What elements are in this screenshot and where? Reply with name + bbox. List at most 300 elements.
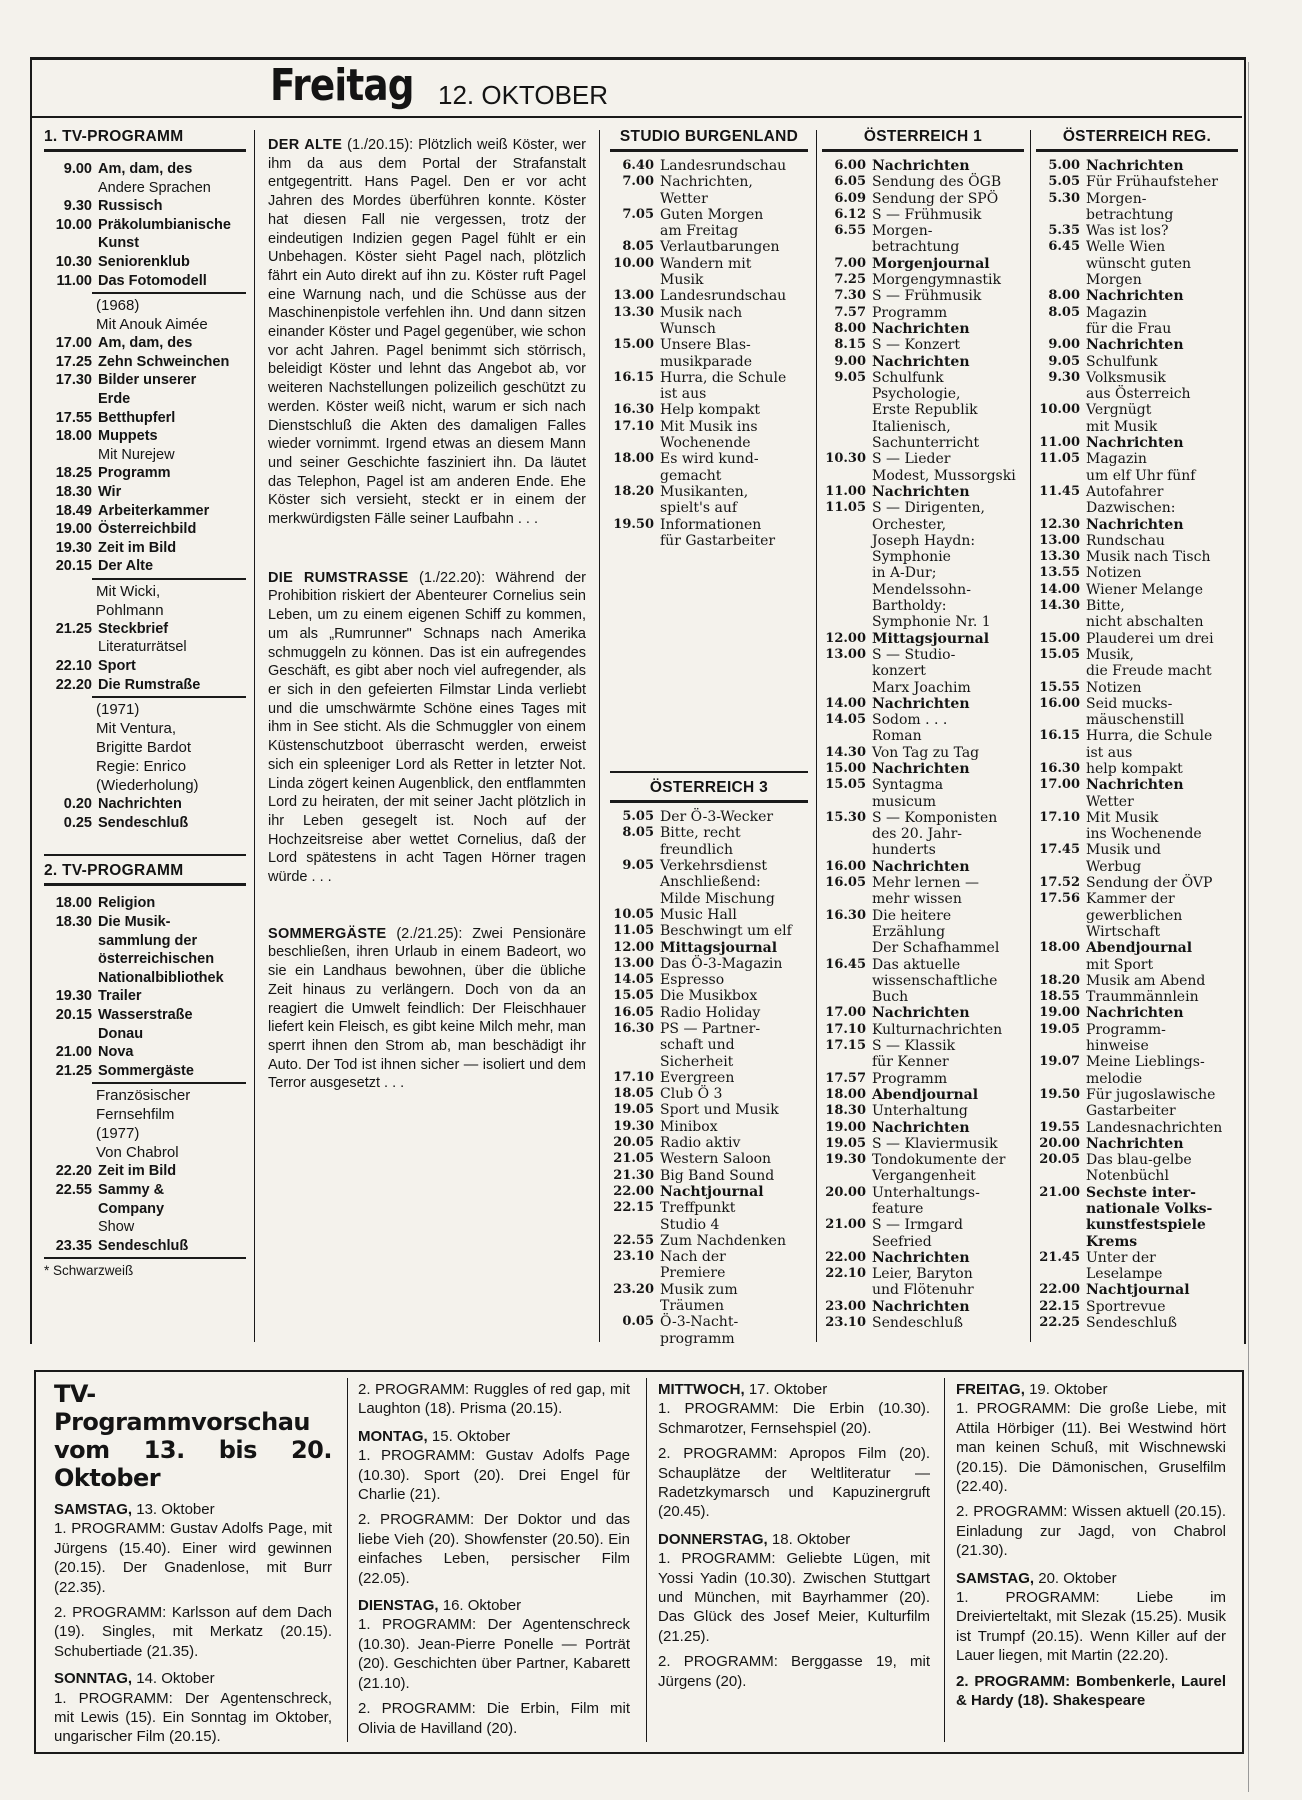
program-time: 14.00 xyxy=(825,695,866,711)
program-title: Wetter xyxy=(660,190,708,207)
program-time: 7.57 xyxy=(834,304,866,320)
program-title: Ö-3-Nacht- xyxy=(660,1314,739,1331)
program-entry xyxy=(822,321,1024,337)
program-title: Music Hall xyxy=(660,906,737,923)
program-title: Zehn Schweinchen xyxy=(98,353,230,370)
program-title: Wir xyxy=(98,483,122,500)
program-title: Morgenjournal xyxy=(872,255,990,272)
program-title: Musik nach Tisch xyxy=(1086,549,1211,566)
program-title: Musik zum xyxy=(660,1281,738,1298)
program-title: Nachrichten xyxy=(98,796,182,813)
program-title: help kompakt xyxy=(1086,760,1183,777)
program-entry xyxy=(822,158,1024,174)
program-time: 6.45 xyxy=(1048,239,1080,255)
program-entry xyxy=(1036,908,1238,924)
program-title: Musik nach xyxy=(660,304,743,321)
preview-day: SAMSTAG, xyxy=(54,1501,133,1518)
program-title: mit Musik xyxy=(1086,418,1158,435)
program-title: mit Sport xyxy=(1086,956,1154,973)
program-entry xyxy=(822,826,1024,842)
program-title: Anschließend: xyxy=(660,874,761,891)
program-note: (Wiederholung) xyxy=(96,777,199,795)
program-time: 7.30 xyxy=(834,288,866,304)
program-title: Syntagma xyxy=(872,777,944,794)
program-title: Russisch xyxy=(98,198,163,215)
program-entry xyxy=(1036,305,1238,321)
program-title: Das Fotomodell xyxy=(98,272,207,289)
column-rule xyxy=(347,1378,348,1742)
program-entry xyxy=(44,371,246,390)
program-time: 17.52 xyxy=(1039,875,1080,891)
program-time: 22.20 xyxy=(55,676,92,693)
program-entry xyxy=(1036,647,1238,663)
program-time: 7.00 xyxy=(834,255,866,271)
program-time: 18.30 xyxy=(825,1103,866,1119)
program-time: 21.25 xyxy=(55,1062,92,1079)
program-time: 10.00 xyxy=(1039,402,1080,418)
program-title: Orchester, xyxy=(872,516,947,533)
program-entry xyxy=(44,1025,246,1044)
program-entry xyxy=(822,1103,1024,1119)
program-entry xyxy=(1036,451,1238,467)
program-time: 17.56 xyxy=(1039,891,1080,907)
program-title: Arbeiterkammer xyxy=(98,502,210,519)
program-entry xyxy=(610,1054,808,1070)
program-time: 22.15 xyxy=(613,1200,654,1216)
program-time: 22.10 xyxy=(825,1266,866,1282)
program-time: 7.25 xyxy=(834,272,866,288)
program-title: Nach der xyxy=(660,1249,726,1266)
program-entry xyxy=(610,305,808,321)
column-rule xyxy=(1030,130,1031,1342)
program-entry xyxy=(1036,1152,1238,1168)
program-title: Big Band Sound xyxy=(660,1167,775,1184)
program-entry xyxy=(610,1168,808,1184)
program-entry xyxy=(44,932,246,951)
program-time: 21.00 xyxy=(1039,1184,1080,1200)
program-title: Beschwingt um elf xyxy=(660,923,792,940)
program-entry xyxy=(1036,158,1238,174)
program-entry xyxy=(44,1006,246,1025)
preview-day: DONNERSTAG, xyxy=(658,1530,768,1548)
program-time xyxy=(822,826,872,842)
program-title: Roman xyxy=(872,728,922,745)
program-time: 19.05 xyxy=(613,1102,654,1118)
radio-column-oereg xyxy=(1036,124,1238,1331)
program-title: Club Ö 3 xyxy=(660,1086,723,1103)
program-time: 22.20 xyxy=(55,1163,92,1180)
program-time: 16.30 xyxy=(825,907,866,923)
program-note: Regie: Enrico xyxy=(96,758,187,776)
program-title: programm xyxy=(660,1330,735,1347)
program-title: Krems xyxy=(1086,1233,1138,1250)
program-entry xyxy=(822,533,1024,549)
program-title: Trailer xyxy=(98,988,142,1005)
program-entry xyxy=(44,913,246,932)
program-title: Musik und xyxy=(1086,842,1161,859)
program-entry xyxy=(610,1200,808,1216)
program-time: 18.25 xyxy=(55,465,92,482)
program-entry xyxy=(610,288,808,304)
program-entry xyxy=(822,663,1024,679)
program-title: Bartholdy: xyxy=(872,598,947,615)
program-title: feature xyxy=(872,1201,924,1217)
program-entry xyxy=(1036,924,1238,940)
program-title: Joseph Haydn: xyxy=(872,532,976,549)
program-time: 8.05 xyxy=(1048,304,1080,320)
divider xyxy=(44,1257,246,1259)
program-title: Nachrichten xyxy=(872,760,970,777)
program-time xyxy=(822,663,872,679)
program-title: Die heitere xyxy=(872,907,952,924)
preview-text: 1. PROGRAMM: Gustav Adolfs Page (10.30). Sport (20). Drei Engel für Charlie (21). xyxy=(358,1447,630,1504)
program-time: 18.30 xyxy=(55,914,92,931)
program-time xyxy=(610,1265,660,1281)
program-title: Notizen xyxy=(1086,565,1142,582)
program-entry xyxy=(1036,1022,1238,1038)
program-time: 13.00 xyxy=(825,646,866,662)
program-title: Mehr lernen — xyxy=(872,875,980,892)
program-title: Sendeschluß xyxy=(98,814,189,831)
program-time xyxy=(822,989,872,1005)
fotomodell-note xyxy=(44,296,246,334)
program-entry xyxy=(1036,761,1238,777)
tv1-header: 1. TV-PROGRAMM xyxy=(44,124,246,152)
preview-day-heading xyxy=(54,1500,332,1519)
program-title: musicum xyxy=(872,793,937,810)
program-entry xyxy=(822,419,1024,435)
program-entry xyxy=(822,1250,1024,1266)
program-time: 16.30 xyxy=(613,402,654,418)
program-entry xyxy=(44,676,246,695)
preview-date: 18. Oktober xyxy=(771,1530,851,1548)
program-note: (1968) xyxy=(96,297,140,315)
program-entry xyxy=(1036,517,1238,533)
program-title: Zeit im Bild xyxy=(98,539,177,556)
program-entry xyxy=(822,1071,1024,1087)
program-entry xyxy=(822,1087,1024,1103)
program-time: 16.15 xyxy=(613,369,654,385)
program-entry xyxy=(822,712,1024,728)
program-title: Nachrichten xyxy=(1086,337,1184,354)
program-title: Das aktuelle xyxy=(872,956,961,973)
program-time xyxy=(610,1331,660,1347)
program-entry xyxy=(822,614,1024,630)
program-title: Der Ö-3-Wecker xyxy=(660,809,774,826)
oereg-header: ÖSTERREICH REG. xyxy=(1036,124,1238,152)
program-time: 16.05 xyxy=(613,1004,654,1020)
program-title: Marx Joachim xyxy=(872,679,971,696)
program-title: Bitte, recht xyxy=(660,825,741,842)
program-time: 19.05 xyxy=(825,1135,866,1151)
program-title: Traummännlein xyxy=(1086,989,1199,1006)
program-entry xyxy=(44,197,246,216)
program-title: Schulfunk xyxy=(1086,353,1158,370)
program-entry xyxy=(1036,1120,1238,1136)
program-time xyxy=(1036,826,1086,842)
program-entry xyxy=(610,1070,808,1086)
program-time: 14.30 xyxy=(825,744,866,760)
program-title: Dazwischen: xyxy=(1086,500,1176,517)
program-time: 17.55 xyxy=(55,409,92,426)
column-rule xyxy=(816,130,817,1342)
program-entry xyxy=(822,810,1024,826)
preview-day-heading xyxy=(658,1530,930,1549)
program-entry xyxy=(822,761,1024,777)
preview-day-heading xyxy=(956,1380,1226,1399)
program-time: 22.00 xyxy=(1039,1282,1080,1298)
program-time xyxy=(1036,1071,1086,1087)
program-title: Mittagsjournal xyxy=(660,939,778,956)
program-time: 16.30 xyxy=(613,1020,654,1036)
program-entry xyxy=(610,386,808,402)
program-time xyxy=(822,1054,872,1070)
program-time xyxy=(822,582,872,598)
program-title: Nachrichten xyxy=(1086,288,1184,305)
program-time: 11.05 xyxy=(613,923,654,939)
program-time: 15.05 xyxy=(1039,646,1080,662)
program-time xyxy=(44,390,98,409)
program-entry xyxy=(822,696,1024,712)
program-entry xyxy=(44,950,246,969)
program-title: Treffpunkt xyxy=(660,1200,736,1217)
program-entry xyxy=(44,969,246,988)
program-time: 17.10 xyxy=(613,1069,654,1085)
preview-column-4 xyxy=(956,1380,1226,1717)
program-title: Morgen xyxy=(1086,272,1142,289)
preview-text: 2. PROGRAMM: Der Doktor und das liebe Vieh (20). Showfenster (20.50). Ein einfaches Leben, persischer Film (22.05). xyxy=(358,1511,630,1587)
program-title: konzert xyxy=(872,663,926,680)
program-title: Wandern mit xyxy=(660,255,752,272)
tv1-list xyxy=(44,795,246,832)
preview-text: 1. PROGRAMM: Liebe im Dreivierteltakt, mit Slezak (15.25). Musik ist Trumpf (20.15). Wenn Killer auf der Lauer liegen, mit Martin (22.20). xyxy=(956,1589,1226,1665)
program-time xyxy=(44,446,98,465)
program-entry xyxy=(1036,1282,1238,1298)
program-entry xyxy=(610,174,808,190)
program-title: Kunst xyxy=(98,235,140,252)
program-title: S — Klassik xyxy=(872,1038,956,1055)
program-entry xyxy=(610,1184,808,1200)
program-entry xyxy=(610,809,808,825)
program-entry xyxy=(822,468,1024,484)
program-note: Von Chabrol xyxy=(96,1144,179,1162)
tv1-list xyxy=(44,160,246,290)
program-title: sammlung der xyxy=(98,932,198,949)
program-entry xyxy=(822,174,1024,190)
program-title: Sammy & xyxy=(98,1181,165,1198)
program-entry xyxy=(44,638,246,657)
program-entry xyxy=(44,409,246,428)
program-title: aus Österreich xyxy=(1086,386,1191,403)
program-time xyxy=(44,969,98,988)
program-note: Mit Anouk Aimée xyxy=(96,316,208,334)
tv2-header: 2. TV-PROGRAMM xyxy=(44,858,246,886)
program-entry xyxy=(1036,402,1238,418)
program-time: 13.00 xyxy=(613,288,654,304)
program-title: Sicherheit xyxy=(660,1053,734,1070)
program-time: 10.30 xyxy=(825,451,866,467)
program-time xyxy=(610,1054,660,1070)
program-time: 6.40 xyxy=(622,158,654,173)
preview-date: 14. Oktober xyxy=(136,1670,215,1688)
program-time xyxy=(822,891,872,907)
program-title: Der Schafhammel xyxy=(872,940,1000,957)
program-time: 9.30 xyxy=(1048,369,1080,385)
divider xyxy=(92,696,246,698)
program-time: 22.55 xyxy=(55,1181,92,1198)
program-time xyxy=(44,234,98,253)
alte-note xyxy=(44,582,246,620)
program-title: Hurra, die Schule xyxy=(1086,728,1213,745)
program-time: 17.00 xyxy=(55,335,92,352)
program-title: Nationalbibliothek xyxy=(98,969,224,986)
program-title: betrachtung xyxy=(872,239,960,256)
program-time: 12.00 xyxy=(613,939,654,955)
program-entry xyxy=(1036,533,1238,549)
program-entry xyxy=(1036,549,1238,565)
program-time: 15.00 xyxy=(613,337,654,353)
tv2-list xyxy=(44,1162,246,1255)
program-title: Nachtjournal xyxy=(660,1183,764,1200)
program-title: Leselampe xyxy=(1086,1266,1163,1283)
column-rule xyxy=(254,130,255,1342)
program-title: Landesnachrichten xyxy=(1086,1119,1223,1136)
program-title: Unter der xyxy=(1086,1249,1156,1266)
program-time: 18.49 xyxy=(55,502,92,519)
program-time: 23.35 xyxy=(55,1237,92,1254)
program-title: Nachrichten xyxy=(872,858,970,875)
program-entry xyxy=(822,1299,1024,1315)
program-time: 15.05 xyxy=(613,988,654,1004)
program-time: 9.00 xyxy=(834,353,866,369)
program-entry xyxy=(44,1200,246,1219)
program-title: PS — Partner- xyxy=(660,1020,761,1037)
program-title: ins Wochenende xyxy=(1086,826,1202,843)
program-time: 15.55 xyxy=(1039,679,1080,695)
program-title: Seefried xyxy=(872,1233,932,1250)
program-title: Unterhaltung xyxy=(872,1103,968,1120)
program-entry xyxy=(610,370,808,386)
program-title: Magazin xyxy=(1086,304,1147,321)
program-time: 20.15 xyxy=(55,1007,92,1023)
program-time: 19.05 xyxy=(1039,1021,1080,1037)
program-note: Pohlmann xyxy=(96,601,164,619)
program-entry xyxy=(822,484,1024,500)
program-time: 22.00 xyxy=(825,1249,866,1265)
program-time: 8.00 xyxy=(834,320,866,336)
program-time: 19.30 xyxy=(613,1118,654,1134)
program-time xyxy=(610,1217,660,1233)
program-entry xyxy=(1036,875,1238,891)
program-time xyxy=(1036,924,1086,940)
program-title: Für Frühaufsteher xyxy=(1086,174,1218,191)
program-entry xyxy=(822,1266,1024,1282)
program-title: Nachrichten, xyxy=(660,174,753,191)
preview-text: 1. PROGRAMM: Gustav Adolfs Page, mit Jürgens (15.40). Einer wird gewinnen (20.15). Der Gnadenlose, mit Burr (22.35). xyxy=(54,1520,332,1596)
program-title: Espresso xyxy=(660,972,725,989)
program-time: 8.00 xyxy=(1048,288,1080,304)
program-entry xyxy=(1036,614,1238,630)
program-title: Morgen- xyxy=(872,223,933,240)
program-time: 20.15 xyxy=(55,558,92,575)
program-entry xyxy=(610,451,808,467)
program-title: Bilder unserer xyxy=(98,372,197,389)
program-entry xyxy=(822,859,1024,875)
program-title: Nachrichten xyxy=(1086,516,1184,533)
program-title: Religion xyxy=(98,895,156,912)
program-time: 17.00 xyxy=(825,1005,866,1021)
program-entry xyxy=(822,842,1024,858)
program-title: Betthupferl xyxy=(98,409,176,426)
program-entry xyxy=(822,794,1024,810)
program-entry xyxy=(610,533,808,549)
preview-entries xyxy=(54,1500,332,1747)
program-title: Wunsch xyxy=(660,320,716,337)
program-title: Wetter xyxy=(1086,793,1134,810)
program-title: Radio aktiv xyxy=(660,1135,741,1152)
program-entry xyxy=(610,1298,808,1314)
program-entry xyxy=(44,657,246,676)
program-title: und Flötenuhr xyxy=(872,1282,974,1299)
program-entry xyxy=(44,1162,246,1181)
program-time: 0.25 xyxy=(63,814,92,831)
program-entry xyxy=(610,419,808,435)
program-entry xyxy=(44,483,246,502)
program-time: 16.45 xyxy=(825,956,866,972)
program-entry xyxy=(610,940,808,956)
program-time xyxy=(1036,272,1086,288)
program-title: Zum Nachdenken xyxy=(660,1232,786,1249)
program-time xyxy=(1036,712,1086,728)
program-time: 13.30 xyxy=(1039,549,1080,565)
program-time: 9.00 xyxy=(1048,337,1080,353)
preview-day: SONNTAG, xyxy=(54,1670,133,1688)
program-title: Milde Mischung xyxy=(660,890,775,907)
program-time: 15.30 xyxy=(825,809,866,825)
program-title: Sendeschluß xyxy=(872,1315,964,1332)
oe3-header: ÖSTERREICH 3 xyxy=(610,775,808,803)
program-time xyxy=(44,1218,98,1237)
program-title: Sport und Musik xyxy=(660,1102,779,1119)
program-time: 22.15 xyxy=(1039,1298,1080,1314)
program-time: 8.05 xyxy=(622,239,654,255)
program-entry xyxy=(822,256,1024,272)
page-title xyxy=(270,60,609,116)
program-time xyxy=(1036,256,1086,272)
program-entry xyxy=(822,565,1024,581)
program-title: Abendjournal xyxy=(1086,940,1193,957)
program-time xyxy=(822,549,872,565)
program-entry xyxy=(610,500,808,516)
program-title: S — Studio- xyxy=(872,646,956,663)
program-entry xyxy=(1036,354,1238,370)
preview-day: MITTWOCH, xyxy=(658,1381,745,1398)
preview-text: 1. PROGRAMM: Der Agentenschreck (10.30). Jean-Pierre Ponelle — Porträt (20). Geschichten über Partner, Kabarett (21.10). xyxy=(358,1616,630,1692)
program-entry xyxy=(822,891,1024,907)
program-time: 9.05 xyxy=(834,369,866,385)
program-title: mehr wissen xyxy=(872,891,962,908)
program-entry xyxy=(822,631,1024,647)
program-entry xyxy=(822,680,1024,696)
program-title: Notenbüchl xyxy=(1086,1168,1169,1185)
program-time xyxy=(1036,663,1086,679)
program-title: Das blau-gelbe xyxy=(1086,1152,1192,1169)
program-entry xyxy=(610,321,808,337)
program-entry xyxy=(610,1151,808,1167)
program-entry xyxy=(1036,989,1238,1005)
program-time xyxy=(610,321,660,337)
divider xyxy=(92,292,246,294)
